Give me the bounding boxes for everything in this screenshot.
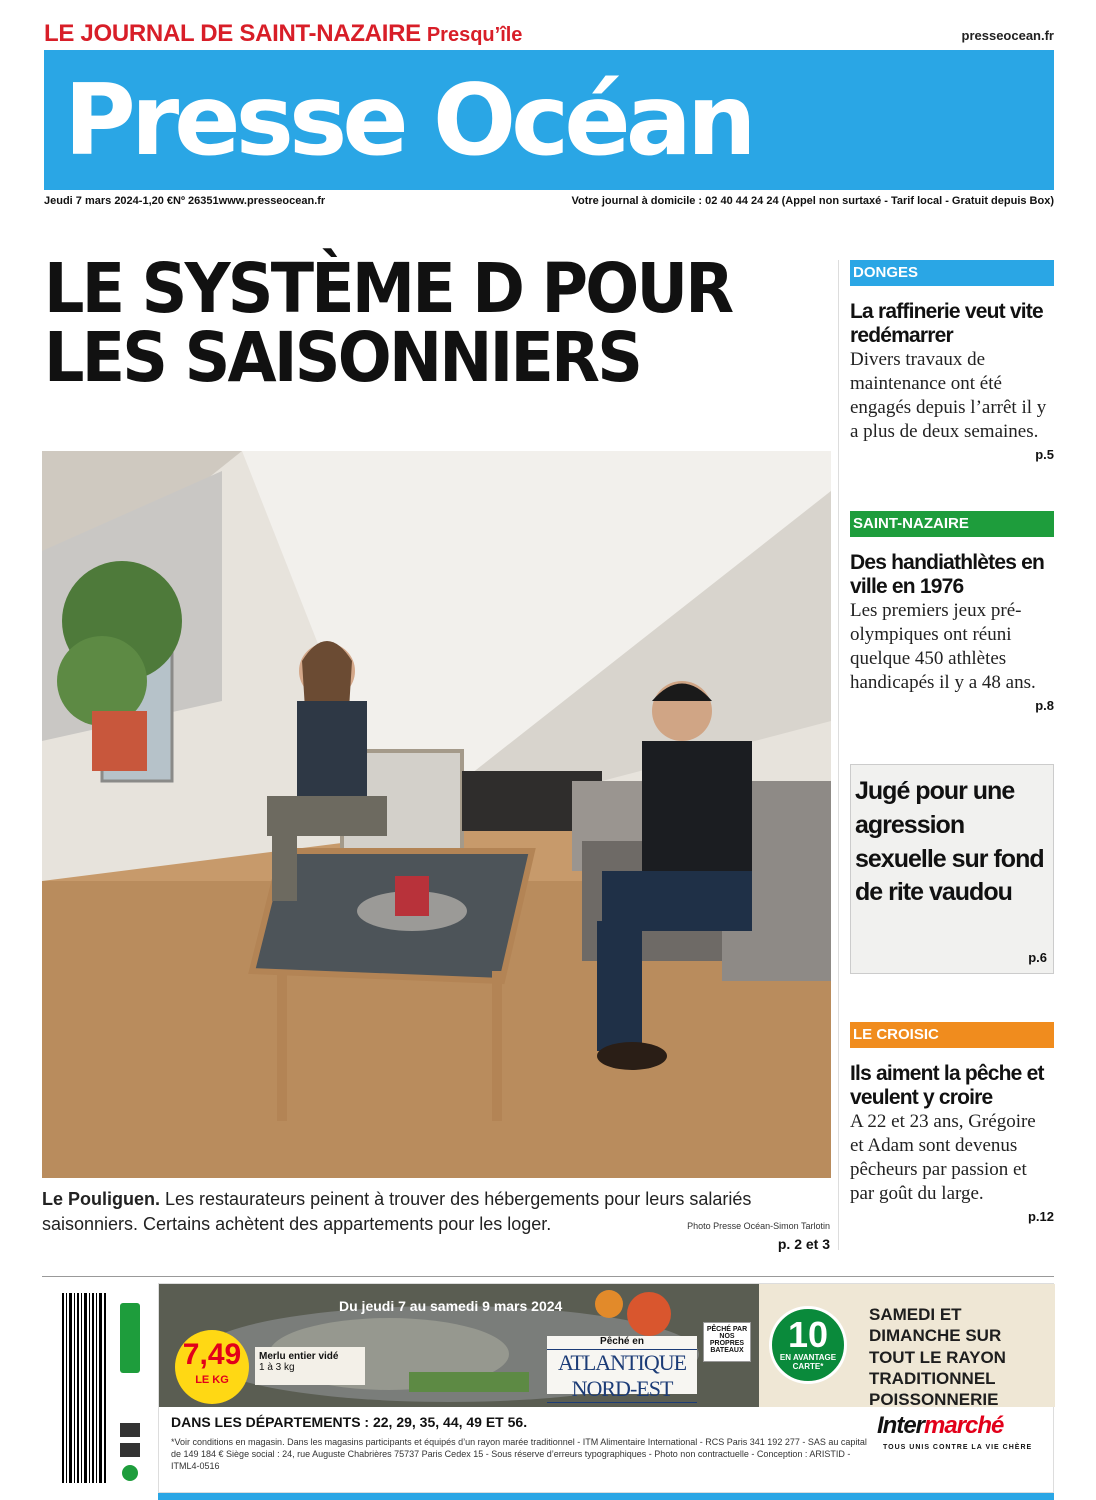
boxed-page: p.6: [1028, 950, 1047, 965]
price-value: 7,49: [182, 1338, 242, 1371]
teaser-text: A 22 et 23 ans, Grégoire et Adam sont devenus pêcheurs par passion et par goût du large.: [850, 1111, 1036, 1205]
discount-badge: [769, 1306, 847, 1384]
headline-line-2: LES SAISONNIERS: [44, 318, 641, 398]
price-unit: LE KG: [195, 1374, 229, 1386]
intermarche-ad[interactable]: [158, 1283, 1054, 1493]
origin-zone: ATLANTIQUE NORD-EST: [547, 1349, 697, 1403]
teaser-page: p.5: [1035, 447, 1054, 463]
ad-departments: DANS LES DÉPARTEMENTS : 22, 29, 35, 44, 49 ET 56.: [171, 1414, 528, 1430]
edition-banner: [44, 20, 1054, 50]
edition-subtitle: Presqu’île: [426, 24, 523, 46]
product-label: [255, 1347, 365, 1385]
promo-days: SAMEDI ET DIMANCHE SUR TOUT LE RAYON TRADITIONNEL POISSONNERIE: [869, 1305, 1006, 1409]
main-headline: [44, 249, 762, 398]
teaser-title: Ils aiment la pêche et veulent y croire: [850, 1062, 1044, 1110]
subscription-info: Votre journal à domicile : 02 40 44 24 24 (Appel non surtaxé - Tarif local - Gratuit depuis Box): [571, 195, 1054, 207]
main-page-ref[interactable]: p. 2 et 3: [777, 1236, 830, 1252]
sidebar-item-saint-nazaire[interactable]: [850, 511, 1054, 713]
discount-value: 10: [787, 1314, 829, 1355]
main-photo: [42, 451, 831, 1178]
origin-caption: Pêché en: [600, 1336, 644, 1347]
footer-rule: [42, 1276, 1054, 1277]
teaser-text: Divers travaux de maintenance ont été engagés depuis l’arrêt il y a plus de deux semaines.: [850, 349, 1047, 443]
boxed-teaser[interactable]: [850, 764, 1054, 974]
product-weight: 1 à 3 kg: [259, 1362, 295, 1373]
teaser-page: p.12: [1027, 1209, 1054, 1225]
section-tag: LE CROISIC: [850, 1022, 1054, 1048]
brand-part-1: Inter: [877, 1412, 925, 1439]
column-divider: [838, 260, 839, 1250]
boxed-title: Jugé pour une agression sexuelle sur fond de rite vaudou: [855, 777, 1044, 907]
ad-dates: Du jeudi 7 au samedi 9 mars 2024: [339, 1298, 563, 1314]
newspaper-logo: Presse Océan: [64, 64, 752, 178]
brand-slogan: TOUS UNIS CONTRE LA VIE CHÈRE: [883, 1444, 1033, 1451]
teaser-title: La raffinerie veut vite redémarrer: [850, 300, 1043, 348]
teaser-page: p.8: [1035, 698, 1054, 714]
section-tag: SAINT-NAZAIRE: [850, 511, 1054, 537]
intermarche-logo: [877, 1412, 1003, 1440]
edition-title: LE JOURNAL DE SAINT-NAZAIRE: [44, 20, 421, 47]
issue-date-price: Jeudi 7 mars 2024-1,20 €Nº 26351www.presseocean.fr: [44, 195, 326, 207]
issue-info-bar: [44, 195, 1054, 211]
teaser-title: Des handiathlètes en ville en 1976: [850, 551, 1045, 599]
sidebar-item-le-croisic[interactable]: [850, 1022, 1054, 1224]
origin-label: [547, 1336, 697, 1401]
headline-line-1: LE SYSTÈME D POUR: [44, 249, 732, 329]
teaser-text: Les premiers jeux pré-olympiques ont réuni quelque 450 athlètes handicapés il y a 48 ans.: [850, 600, 1036, 694]
photo-credit: Photo Presse Océan-Simon Tarlotin: [687, 1221, 830, 1231]
product-name: Merlu entier vidé: [259, 1351, 339, 1362]
sidebar-item-donges[interactable]: [850, 260, 1054, 462]
ad-legal: *Voir conditions en magasin. Dans les magasins participants et équipés d’un rayon marée traditionnel - ITM Alimentaire International - RCS Paris 341 192 277 - SAS au capital de 149 184 € Siège social : 24, rue Auguste Chabrières 75737 Paris Cedex 15 - Sous réserve d’erreurs typographiques - Photo non contractuelle - Conception : ARISTID - ITML4-0516: [171, 1437, 867, 1472]
caption-text: Les restaurateurs peinent à trouver des hébergements pour leurs salariés saisonniers. Certains achètent des appartements pour les loger.: [42, 1189, 752, 1235]
caption-location: Le Pouliguen.: [42, 1189, 161, 1209]
brand-part-2: marché: [924, 1412, 1004, 1439]
discount-caption: EN AVANTAGE CARTE*: [779, 1353, 837, 1371]
section-tag: DONGES: [850, 260, 1054, 286]
barcode-block: [44, 1283, 154, 1493]
price-badge: [175, 1330, 249, 1404]
own-boats-badge: PÊCHÉ PAR NOS PROPRES BATEAUX: [703, 1322, 751, 1362]
masthead: [44, 50, 1054, 190]
bottom-bar: [158, 1493, 1054, 1500]
site-url[interactable]: presseocean.fr: [961, 28, 1054, 43]
